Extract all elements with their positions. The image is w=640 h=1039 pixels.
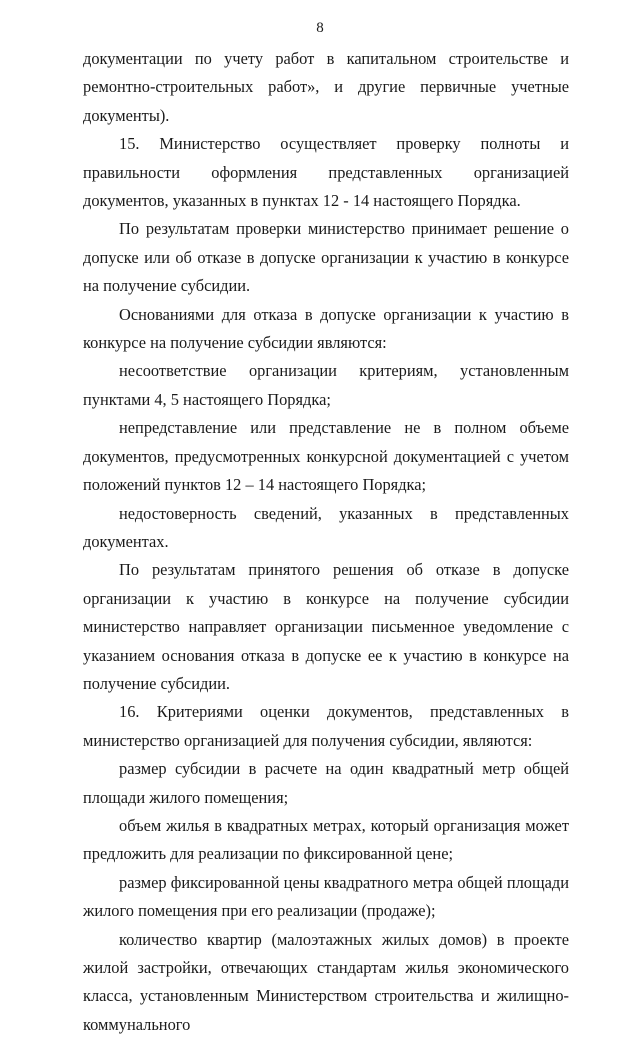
list-item-housing-volume: объем жилья в квадратных метрах, который организация может предложить для реализации по фиксированной цене; [83, 815, 569, 864]
list-item-incomplete-documents: непредставление или представление не в полном объеме документов, предусмотренных конкурсной документацией с учетом положений пунктов 12 – 14 настоящего Порядка; [83, 418, 569, 495]
paragraph-15: 15. Министерство осуществляет проверку полноты и правильности оформления представленных организацией документов, указанных в пунктах 12 - 14 настоящего Порядка. [83, 134, 569, 211]
list-item-criteria-mismatch: несоответствие организации критериям, установленным пунктами 4, 5 настоящего Порядка; [83, 361, 569, 409]
list-item-false-information: недостоверность сведений, указанных в представленных документах. [83, 503, 569, 551]
paragraph-16: 16. Критериями оценки документов, представленных в министерство организацией для получения субсидии, являются: [83, 702, 569, 750]
document-body [83, 45, 569, 1039]
paragraph-verification-decision: По результатам проверки министерство принимает решение о допуске или об отказе в допуске организации к участию в конкурсе на получение субсидии. [83, 219, 569, 296]
paragraph-refusal-notification: По результатам принятого решения об отказе в допуске организации к участию в конкурсе на получение субсидии министерство направляет организации письменное уведомление с указанием основания отказа в допуске ее к участию в конкурсе на получение субсидии. [83, 560, 569, 693]
list-item-apartment-count: количество квартир (малоэтажных жилых домов) в проекте жилой застройки, отвечающих стандартам жилья экономического класса, установленным Министерством строительства и жилищно-коммунального [83, 929, 569, 1034]
paragraph-continuation: документации по учету работ в капитальном строительстве и ремонтно-строительных работ», и другие первичные учетные документы). [83, 49, 569, 125]
list-item-subsidy-size: размер субсидии в расчете на один квадратный метр общей площади жилого помещения; [83, 759, 569, 807]
list-item-fixed-price: размер фиксированной цены квадратного метра общей площади жилого помещения при его реализации (продаже); [83, 872, 569, 921]
page-number: 8 [316, 20, 324, 36]
paragraph-refusal-grounds: Основаниями для отказа в допуске организации к участию в конкурсе на получение субсидии являются: [83, 304, 569, 353]
